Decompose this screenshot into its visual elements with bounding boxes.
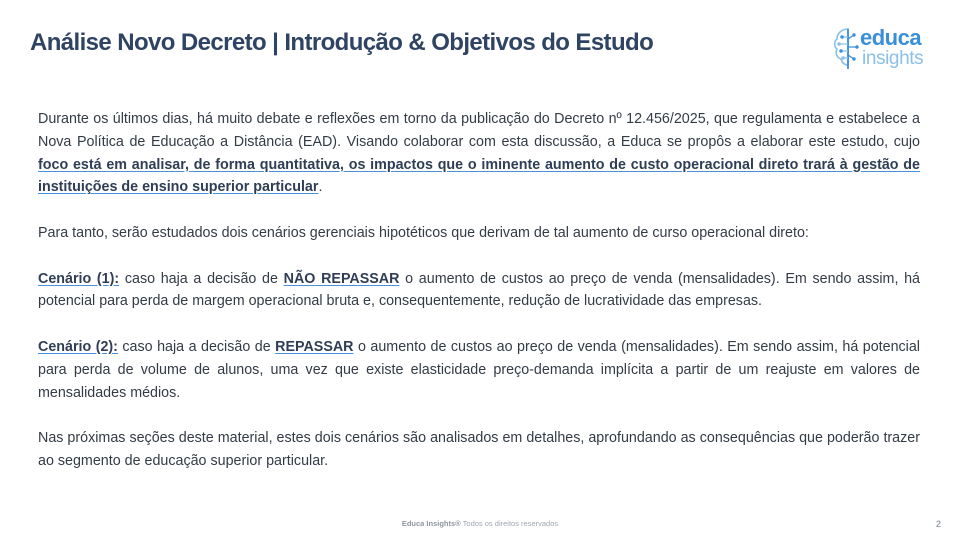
footer xyxy=(0,519,960,528)
footer-brand: Educa Insights® xyxy=(401,519,461,528)
scenario-1-paragraph: Cenário (1): caso haja a decisão de NÃO REPASSAR o aumento de custos ao preço de venda (mensalidades). Em sendo assim, há potencial para perda de margem operacional bruta e, consequentemente, redução de lucratividade das empresas. xyxy=(38,270,921,310)
page-title: Análise Novo Decreto | Introdução & Objetivos do Estudo xyxy=(30,29,654,56)
intro-paragraph: Durante os últimos dias, há muito debate e reflexões em torno da publicação do Decreto nº 12.456/2025, que regulamenta e estabelece a Nova Política de Educação a Distância (EAD). Visando colaborar com esta discussão, a Educa se propôs a elaborar este estudo, cujo foco está em analisar, de forma quantitativa, os impactos que o iminente aumento de custo operacional direto trará à gestão de instituições de ensino superior particular. xyxy=(38,111,920,196)
scenario-2-paragraph: Cenário (2): caso haja a decisão de REPASSAR o aumento de custos ao preço de venda (mensalidades). Em sendo assim, há potencial para perda de volume de alunos, uma vez que existe elasticidade preço-demanda implícita a partir de um reajuste em valores de mensalidades médios. xyxy=(38,338,920,401)
closing-paragraph: Nas próximas seções deste material, estes dois cenários são analisados em detalhes, aprofundando as consequências que poderão trazer ao segmento de educação superior particular. xyxy=(38,430,920,469)
scenario-1-label: Cenário (1): xyxy=(38,270,120,287)
scenarios-intro-paragraph: Para tanto, serão estudados dois cenários gerenciais hipotéticos que derivam de tal aumento de curso operacional direto: xyxy=(38,224,809,241)
page-number: 2 xyxy=(936,519,942,529)
scenario-2-label: Cenário (2): xyxy=(38,338,118,355)
scenario-1-keyword: NÃO REPASSAR xyxy=(283,270,400,287)
logo-insights-text: insights xyxy=(862,48,924,69)
study-focus-highlight: foco está em analisar, de forma quantitativa, os impactos que o iminente aumento de custo operacional direto trará à gestão de instituições de ensino superior particular xyxy=(38,156,920,196)
brain-circuit-icon xyxy=(833,25,863,73)
scenario-2-keyword: REPASSAR xyxy=(275,338,354,355)
body-text xyxy=(38,108,920,473)
educa-insights-logo xyxy=(833,25,933,73)
footer-rights: Todos os direitos reservados xyxy=(460,519,559,528)
logo-educa-text: educa xyxy=(860,25,922,50)
